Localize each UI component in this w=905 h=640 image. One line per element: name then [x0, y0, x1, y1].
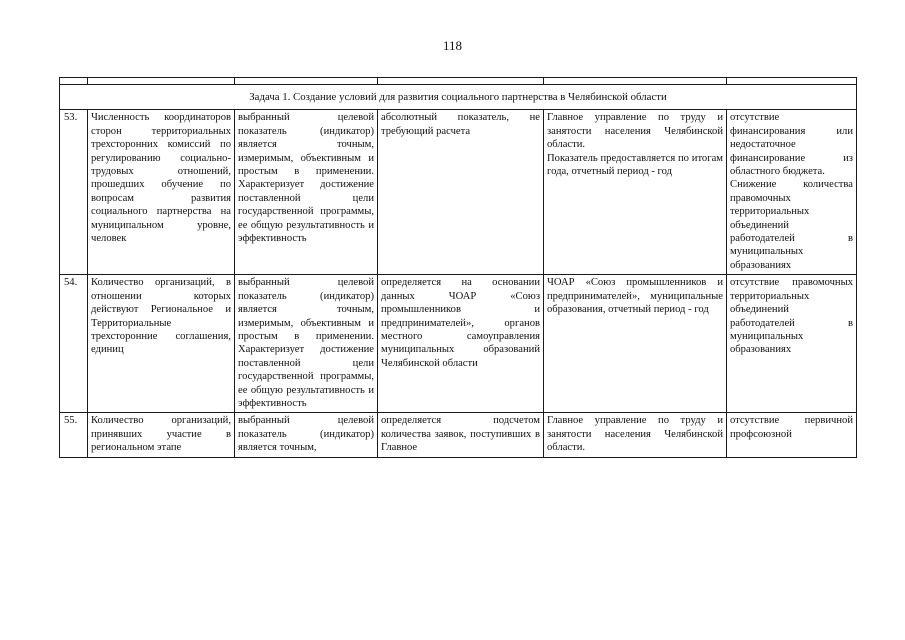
source-cell: Главное управление по труду и занятости населения Челябинской области. [544, 413, 727, 457]
method-cell: абсолютный показатель, не требующий расчета [378, 110, 544, 275]
justification-cell: выбранный целевой показатель (индикатор) является точным, [235, 413, 378, 457]
indicator-cell: Количество организаций, в отношении которых действуют Региональное и Территориальные трехсторонние соглашения, единиц [88, 275, 235, 413]
risks-cell [727, 110, 857, 275]
row-number: 54. [60, 275, 88, 413]
row-number: 55. [60, 413, 88, 457]
justification-cell: выбранный целевой показатель (индикатор) является точным, измеримым, объективным и простым в применении. Характеризует достижение поставленной цели государственной программы, ее общую результативность и эффективность [235, 110, 378, 275]
risks-cell: отсутствие правомочных территориальных объединений работодателей в муниципальных образованиях [727, 275, 857, 413]
source-text-continued: Показатель предоставляется по итогам года, отчетный период - год [547, 152, 723, 178]
table-row [60, 413, 857, 457]
source-cell: ЧОАР «Союз промышленников и предпринимателей», муниципальные образования, отчетный период - год [544, 275, 727, 413]
justification-cell: выбранный целевой показатель (индикатор) является точным, измеримым, объективным и простым в применении. Характеризует достижение поставленной цели государственной программы, ее общую результативность и эффективность [235, 275, 378, 413]
method-cell: определяется подсчетом количества заявок, поступивших в Главное [378, 413, 544, 457]
table-top-spacer-row [60, 78, 857, 85]
source-cell [544, 110, 727, 275]
risks-text-continued: Снижение количества правомочных территориальных объединений работодателей в муниципальных образованиях [730, 179, 853, 271]
task-header-row [60, 85, 857, 110]
indicator-cell: Количество организаций, принявших участие в региональном этапе [88, 413, 235, 457]
row-number: 53. [60, 110, 88, 275]
source-text: Главное управление по труду и занятости населения Челябинской области. [547, 112, 723, 151]
risks-text: отсутствие финансирования или недостаточное финансирование из областного бюджета. [730, 112, 853, 178]
table-row [60, 110, 857, 275]
table-row [60, 275, 857, 413]
risks-cell: отсутствие первичной профсоюзной [727, 413, 857, 457]
page-number: 118 [442, 38, 463, 53]
task-header: Задача 1. Создание условий для развития социального партнерства в Челябинской области [60, 85, 857, 110]
indicators-table [59, 77, 857, 458]
indicator-cell: Численность координаторов сторон территориальных трехсторонних комиссий по регулированию социально-трудовых отношений, прошедших обучение по вопросам развития социального партнерства на муниципальном уровне, человек [88, 110, 235, 275]
method-cell: определяется на основании данных ЧОАР «Союз промышленников и предпринимателей», органов местного самоуправления муниципальных образований Челябинской области [378, 275, 544, 413]
